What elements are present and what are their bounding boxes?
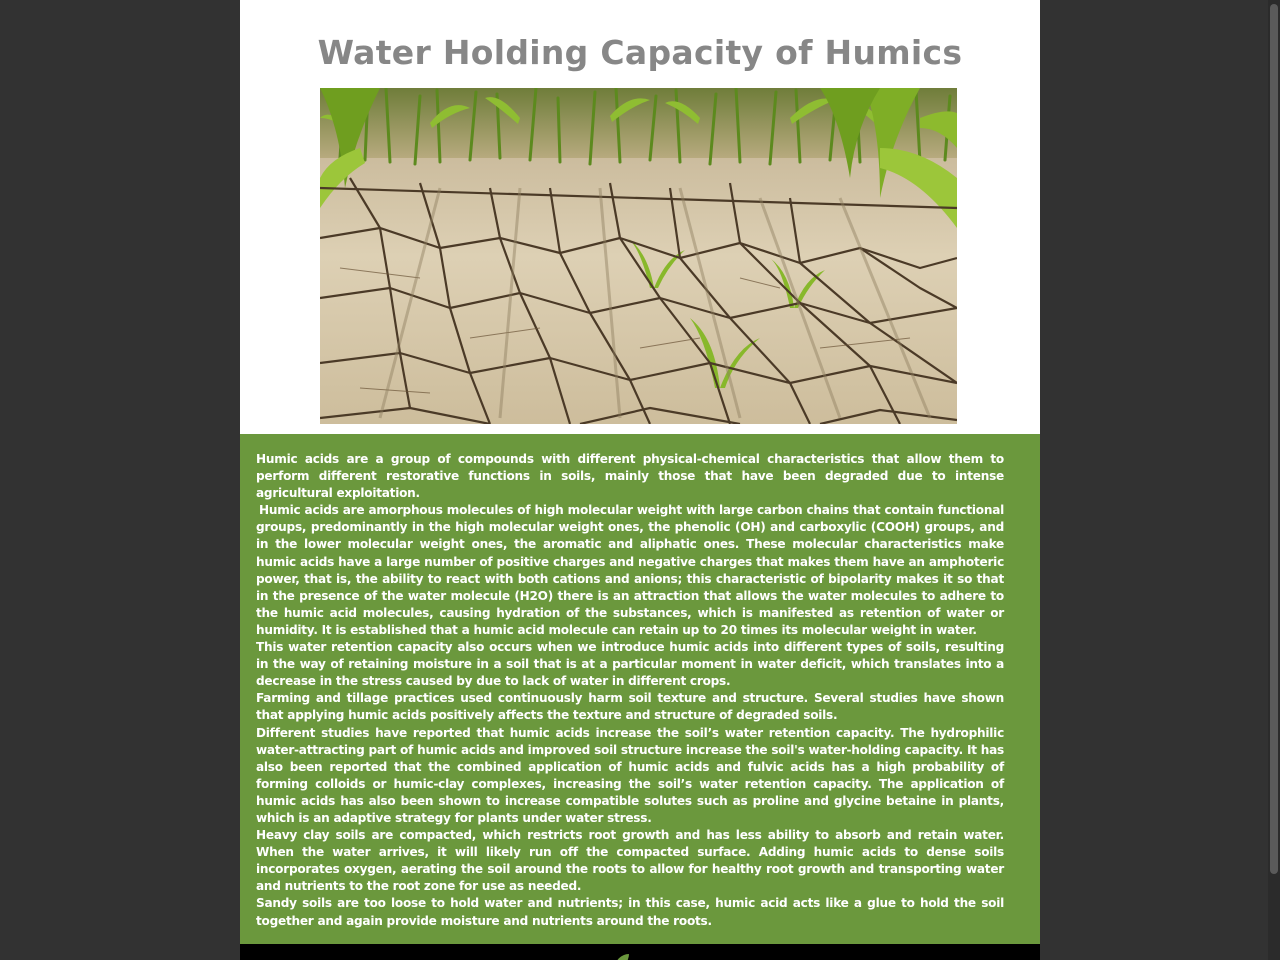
paragraph-studies: Different studies have reported that humic acids increase the soil’s water retention capacity. The hydrophilic water-attracting part of humic acids and improved soil structure increase the soil's water-holding capacity. It has also been reported that the combined application of humic acids and fulvic acids has a high probability of forming colloids or humic-clay complexes, increasing the soil’s water retention capacity. The application of humic acids has also been shown to increase compatible solutes such as proline and glycine betaine in plants, which is an adaptive strategy for plants under water stress. [256, 725, 1004, 825]
article-body-panel [240, 434, 1040, 944]
hero-image [320, 88, 957, 424]
article-body [256, 451, 1004, 930]
paragraph-molecular: Humic acids are amorphous molecules of high molecular weight with large carbon chains that contain functional groups, predominantly in the high molecular weight ones, the phenolic (OH) and carboxylic (COOH) groups, and in the lower molecular weight ones, the aromatic and aliphatic ones. These molecular characteristics make humic acids have a large number of positive charges and negative charges that makes them have an amphoteric power, that is, the ability to react with both cations and anions; this characteristic of bipolarity makes it so that in the presence of the water molecule (H2O) there is an attraction that allows the water molecules to adhere to the humic acid molecules, causing hydration of the substances, which is manifested as retention of water or humidity. It is established that a humic acid molecule can retain up to 20 times its molecular weight in water. [256, 503, 1004, 637]
leaf-logo-icon [615, 954, 629, 960]
scrollbar-thumb[interactable] [1270, 4, 1278, 874]
paragraph-retention: This water retention capacity also occurs when we introduce humic acids into different types of soils, resulting in the way of retaining moisture in a soil that is at a particular moment in water deficit, which translates into a decrease in the stress caused by due to lack of water in different crops. [256, 640, 1004, 689]
paragraph-sandy-soils: Sandy soils are too loose to hold water and nutrients; in this case, humic acid acts like a glue to hold the soil together and again provide moisture and nutrients around the roots. [256, 896, 1004, 928]
paragraph-intro: Humic acids are a group of compounds with different physical-chemical characteristics that allow them to perform different restorative functions in soils, mainly those that have been degraded due to intense agricultural exploitation. [256, 452, 1004, 501]
page-container [240, 0, 1040, 960]
page-title: Water Holding Capacity of Humics [317, 33, 963, 72]
paragraph-tillage: Farming and tillage practices used continuously harm soil texture and structure. Several studies have shown that applying humic acids positively affects the texture and structure of degraded soils. [256, 691, 1004, 723]
footer-band [240, 944, 1040, 960]
paragraph-clay-soils: Heavy clay soils are compacted, which restricts root growth and has less ability to absorb and retain water. When the water arrives, it will likely run off the compacted surface. Adding humic acids to dense soils incorporates oxygen, aerating the soil around the roots to allow for healthy root growth and transporting water and nutrients to the root zone for use as needed. [256, 828, 1004, 894]
page-scrollbar[interactable] [1268, 0, 1280, 960]
